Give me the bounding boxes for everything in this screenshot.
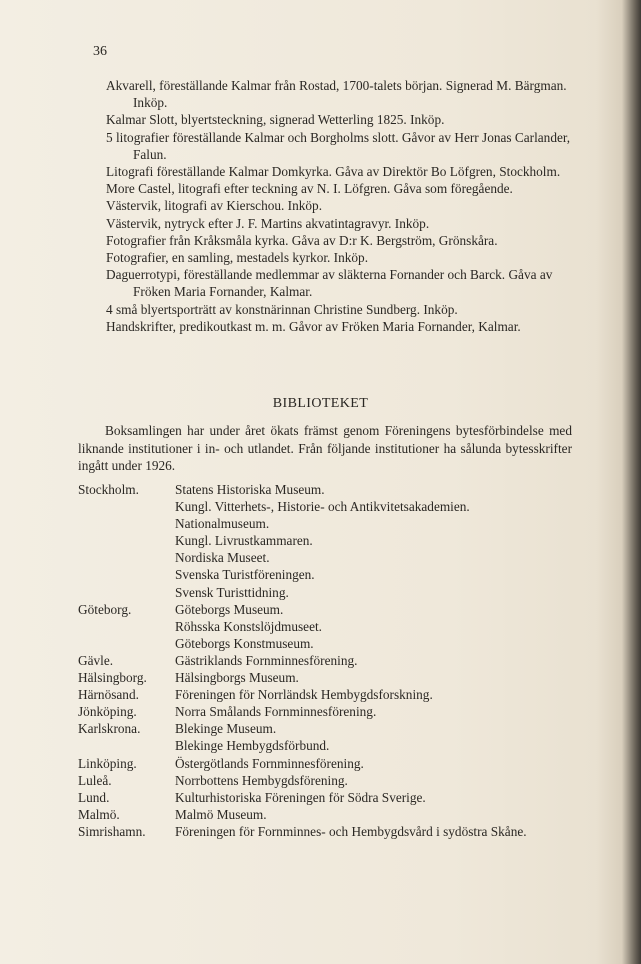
exchange-row [78,823,572,840]
city-label: Hälsingborg. [78,670,147,686]
acquisition-entry: Handskrifter, predikoutkast m. m. Gåvor av Fröken Maria Fornander, Kalmar. [106,318,521,334]
institution: Blekinge Museum. [175,721,277,737]
exchange-row [78,806,572,823]
institution: Statens Historiska Museum. [175,482,325,497]
city-label: Linköping. [78,755,137,771]
institution: Norrbottens Hembygdsförening. [175,772,348,788]
institution: Svenska Turistföreningen. [175,567,315,583]
institution: Norra Smålands Fornminnesförening. [175,704,377,720]
institution: Föreningen för Fornminnes- och Hembygdsvård i sydöstra Skåne. [175,823,527,839]
acquisition-entry: More Castel, litografi efter teckning av N. I. Löfgren. Gåva som föregående. [106,181,513,197]
exchange-list [78,481,572,840]
institution-list [175,669,572,686]
acquisition-entry: Västervik, litografi av Kierschou. Inköp. [106,198,323,214]
institution: Kungl. Livrustkammaren. [175,533,313,549]
page-number: 36 [93,44,107,59]
exchange-row [78,652,572,669]
institution-list [175,652,572,669]
exchange-row [78,720,572,754]
exchange-row [78,686,572,703]
exchange-row [78,481,572,601]
exchange-row [78,669,572,686]
institution-list [175,806,572,823]
acquisition-entry: Kalmar Slott, blyertsteckning, signerad Wetterling 1825. Inköp. [106,112,445,128]
exchange-row [78,755,572,772]
library-intro [78,422,572,475]
institution-list [175,789,572,806]
acquisition-entry: Litografi föreställande Kalmar Domkyrka. Gåva av Direktör Bo Löfgren, Stockholm. [106,164,561,180]
acquisition-entry: Fotografier från Kråksmåla kyrka. Gåva av D:r K. Bergström, Grönskåra. [106,232,498,248]
institution: Göteborgs Museum. [175,601,284,617]
institution-list [175,481,572,601]
institution: Göteborgs Konstmuseum. [175,635,314,651]
exchange-row [78,789,572,806]
institution: Kulturhistoriska Föreningen för Södra Sverige. [175,789,426,805]
city-label: Jönköping. [78,704,137,720]
city-label: Gävle. [78,652,114,668]
institution: Föreningen för Norrländsk Hembygdsforskning. [175,687,433,703]
institution: Östergötlands Fornminnesförening. [175,755,364,771]
city-label: Karlskrona. [78,721,141,737]
acquisitions-list [106,77,572,335]
institution: Röhsska Konstslöjdmuseet. [175,618,323,634]
institution-list [175,755,572,772]
city-label: Härnösand. [78,687,139,703]
institution: Blekinge Hembygdsförbund. [175,738,330,754]
acquisition-entry: Akvarell, föreställande Kalmar från Rostad, 1700-talets början. Signerad M. Bärgman. Inköp. [106,78,567,111]
city-label: Lund. [78,789,110,805]
acquisition-entry: Fotografier, en samling, mestadels kyrkor. Inköp. [106,250,369,266]
city-label: Luleå. [78,772,112,788]
institution: Gästriklands Fornminnesförening. [175,652,358,668]
institution: Nordiska Museet. [175,550,270,566]
city-label: Stockholm. [78,482,139,497]
acquisition-entry: Västervik, nytryck efter J. F. Martins akvatintagravyr. Inköp. [106,215,430,231]
institution: Nationalmuseum. [175,516,270,532]
intro-paragraph: Boksamlingen har under året ökats främst genom Föreningens bytesförbindelse med liknande institutioner i in- och utlandet. Från följande institutioner ha sålunda bytesskrifter ingått under 1926. [78,423,572,473]
city-label: Malmö. [78,806,120,822]
exchange-row [78,772,572,789]
institution: Svensk Turisttidning. [175,584,289,600]
city-label: Simrishamn. [78,823,146,839]
exchange-row [78,601,572,652]
institution-list [175,823,572,840]
institution-list [175,703,572,720]
institution-list [175,686,572,703]
acquisition-entry: Daguerrotypi, föreställande medlemmar av släkterna Fornander och Barck. Gåva av Fröken Maria Fornander, Kalmar. [106,267,553,300]
institution: Kungl. Vitterhets-, Historie- och Antikvitetsakademien. [175,499,470,515]
institution-list [175,772,572,789]
institution-list [175,720,572,754]
exchange-row [78,703,572,720]
acquisition-entry: 4 små blyertsporträtt av konstnärinnan Christine Sundberg. Inköp. [106,301,458,317]
acquisition-entry: 5 litografier föreställande Kalmar och Borgholms slott. Gåvor av Herr Jonas Carlander, Falun. [106,129,571,162]
institution-list [175,601,572,652]
city-label: Göteborg. [78,601,132,617]
section-heading: BIBLIOTEKET [272,396,369,411]
institution: Malmö Museum. [175,806,267,822]
institution: Hälsingborgs Museum. [175,670,299,686]
